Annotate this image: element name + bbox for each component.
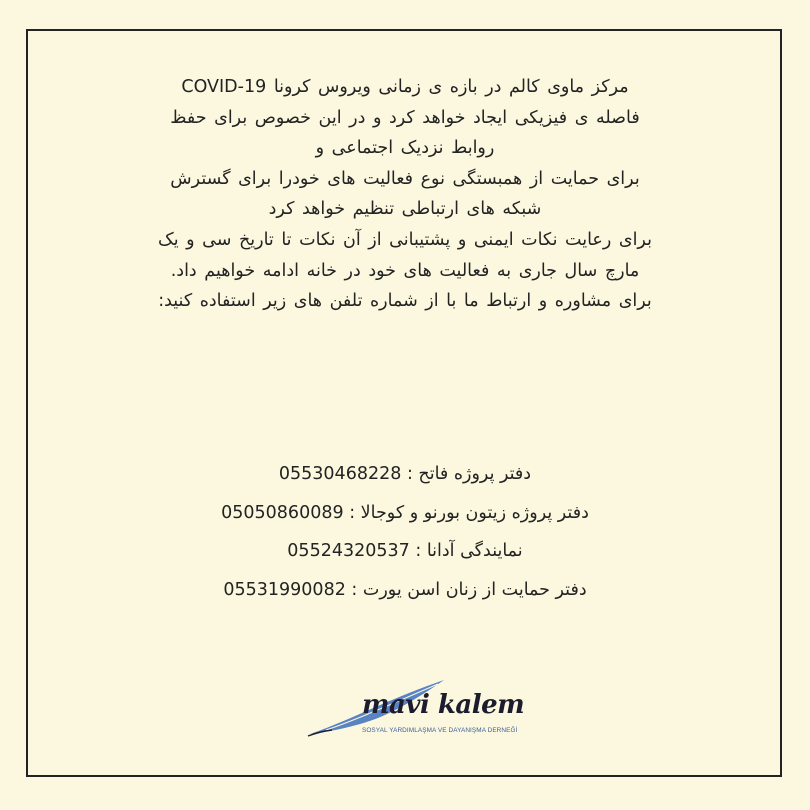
notice-line: روابط نزدیک اجتماعی و: [315, 138, 495, 159]
contact-item-adana: [44, 532, 766, 571]
contact-item-esenyurt: [44, 571, 766, 610]
notice-text: [44, 72, 766, 317]
contact-label: دفتر پروژه فاتح :: [406, 464, 532, 484]
contact-list: [44, 455, 766, 609]
logo-wordmark: mavi kalem: [362, 690, 525, 720]
contact-label: دفتر پروژه زیتون بورنو و کوجالا :: [349, 502, 589, 523]
contact-phone: 05531990082: [223, 579, 346, 600]
contact-phone: 05524320537: [287, 541, 410, 561]
notice-line: برای حمایت از همبستگی نوع فعالیت های خودرا برای گسترش: [170, 168, 640, 189]
contact-phone: 05530468228: [278, 464, 402, 484]
logo-tagline: SOSYAL YARDIMLAŞMA VE DAYANIŞMA DERNEĞİ: [362, 727, 518, 734]
notice-line: برای رعایت نکات ایمنی و پشتیبانی از آن نکات تا تاریخ سی و یک: [158, 229, 652, 250]
notice-line: مارچ سال جاری به فعالیت های خود در خانه ادامه خواهیم داد.: [170, 260, 640, 281]
contact-phone: 05050860089: [221, 502, 344, 523]
notice-line: شبکه های ارتباطی تنظیم خواهد کرد: [268, 199, 542, 220]
contact-label: دفتر حمایت از زنان اسن یورت :: [351, 579, 587, 600]
mavi-kalem-logo: [306, 672, 536, 748]
notice-line: برای مشاوره و ارتباط ما با از شماره تلفن های زیر استفاده کنید:: [158, 291, 652, 312]
notice-line: فاصله ی فیزیکی ایجاد خواهد کرد و در این خصوص برای حفظ: [170, 107, 640, 128]
notice-line: مرکز ماوی کالم در بازه ی زمانی ویروس کرونا COVID-19: [181, 77, 629, 97]
contact-item-fatih: [44, 455, 766, 494]
contact-item-zeytinburnu: [44, 494, 766, 533]
contact-label: نمایندگی آدانا :: [415, 541, 523, 561]
